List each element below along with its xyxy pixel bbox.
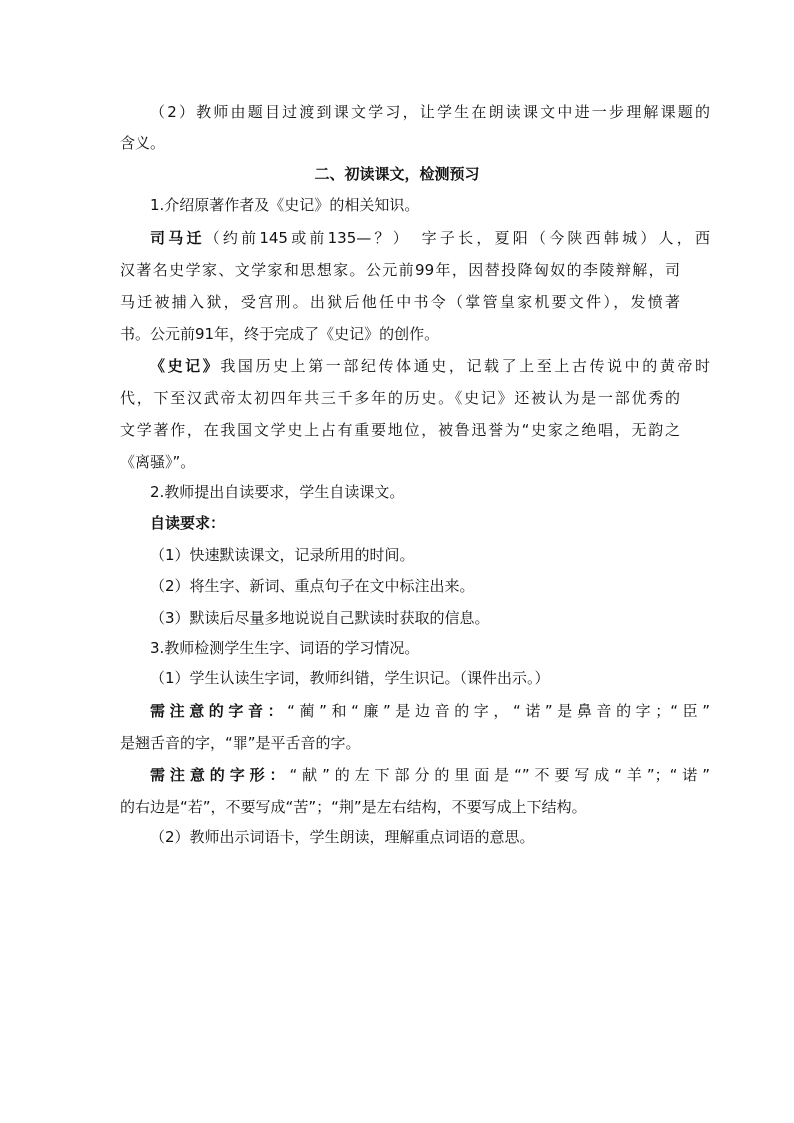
paragraph-line: 的右边是“若”，不要写成“苦”；“荆”是左右结构，不要写成上下结构。: [120, 798, 587, 816]
paragraph-line: 2.教师提出自读要求，学生自读课文。: [150, 483, 405, 501]
list-item: （1）快速默读课文，记录所用的时间。: [150, 546, 415, 564]
paragraph-line: 书。公元前91年，终于完成了《史记》的创作。: [120, 325, 440, 343]
paragraph-line: （2）教师出示词语卡，学生朗读，理解重点词语的意思。: [150, 828, 535, 846]
paragraph-line: 《离骚》”。: [120, 453, 196, 471]
section-heading: 二、初读课文，检测预习: [314, 165, 480, 183]
term-text: “献”的左下部分的里面是“”不要写成“羊”；“诺”: [289, 766, 710, 784]
term-text: 我国历史上第一部纪传体通史，记载了上至上古传说中的黄帝时: [220, 357, 710, 375]
paragraph-line: 文学著作，在我国文学史上占有重要地位，被鲁迅誉为“史家之绝唱，无韵之: [120, 421, 680, 439]
term-label: 《史记》: [150, 357, 221, 375]
term-label: 司马迁: [150, 229, 205, 247]
paragraph-line: 代，下至汉武帝太初四年共三千多年的历史。《史记》还被认为是一部优秀的: [120, 389, 680, 407]
term-label: 需注意的字音：: [150, 702, 288, 720]
paragraph-line: 马迁被捕入狱，受宫刑。出狱后他任中书令（掌管皇家机要文件），发愤著: [120, 293, 680, 311]
term-text: （约前145或前135—？） 字子长，夏阳（今陕西韩城）人，西: [204, 229, 710, 247]
paragraph-line: [150, 228, 710, 248]
list-item: （3）默读后尽量多地说说自己默读时获取的信息。: [150, 609, 490, 627]
subheading: 自读要求：: [150, 514, 226, 532]
paragraph-line: [150, 356, 710, 376]
paragraph-line: 3.教师检测学生生字、词语的学习情况。: [150, 639, 420, 657]
paragraph-line: 是翘舌音的字，“罪”是平舌音的字。: [120, 734, 361, 752]
paragraph-line: （1）学生认读生字词，教师纠错，学生识记。（课件出示。）: [150, 669, 550, 687]
paragraph-line: 1.介绍原著作者及《史记》的相关知识。: [150, 196, 420, 214]
term-label: 需注意的字形：: [150, 766, 290, 784]
paragraph-line: （2）教师由题目过渡到课文学习，让学生在朗读课文中进一步理解课题的: [150, 103, 710, 121]
term-text: “蔺”和“廉”是边音的字，“诺”是鼻音的字；“臣”: [287, 702, 710, 720]
paragraph-line: [150, 701, 710, 721]
paragraph-line: 含义。: [120, 134, 166, 152]
paragraph-line: 汉著名史学家、文学家和思想家。公元前99年，因替投降匈奴的李陵辩解，司: [120, 261, 680, 279]
paragraph-line: [150, 765, 710, 785]
list-item: （2）将生字、新词、重点句子在文中标注出来。: [150, 577, 475, 595]
